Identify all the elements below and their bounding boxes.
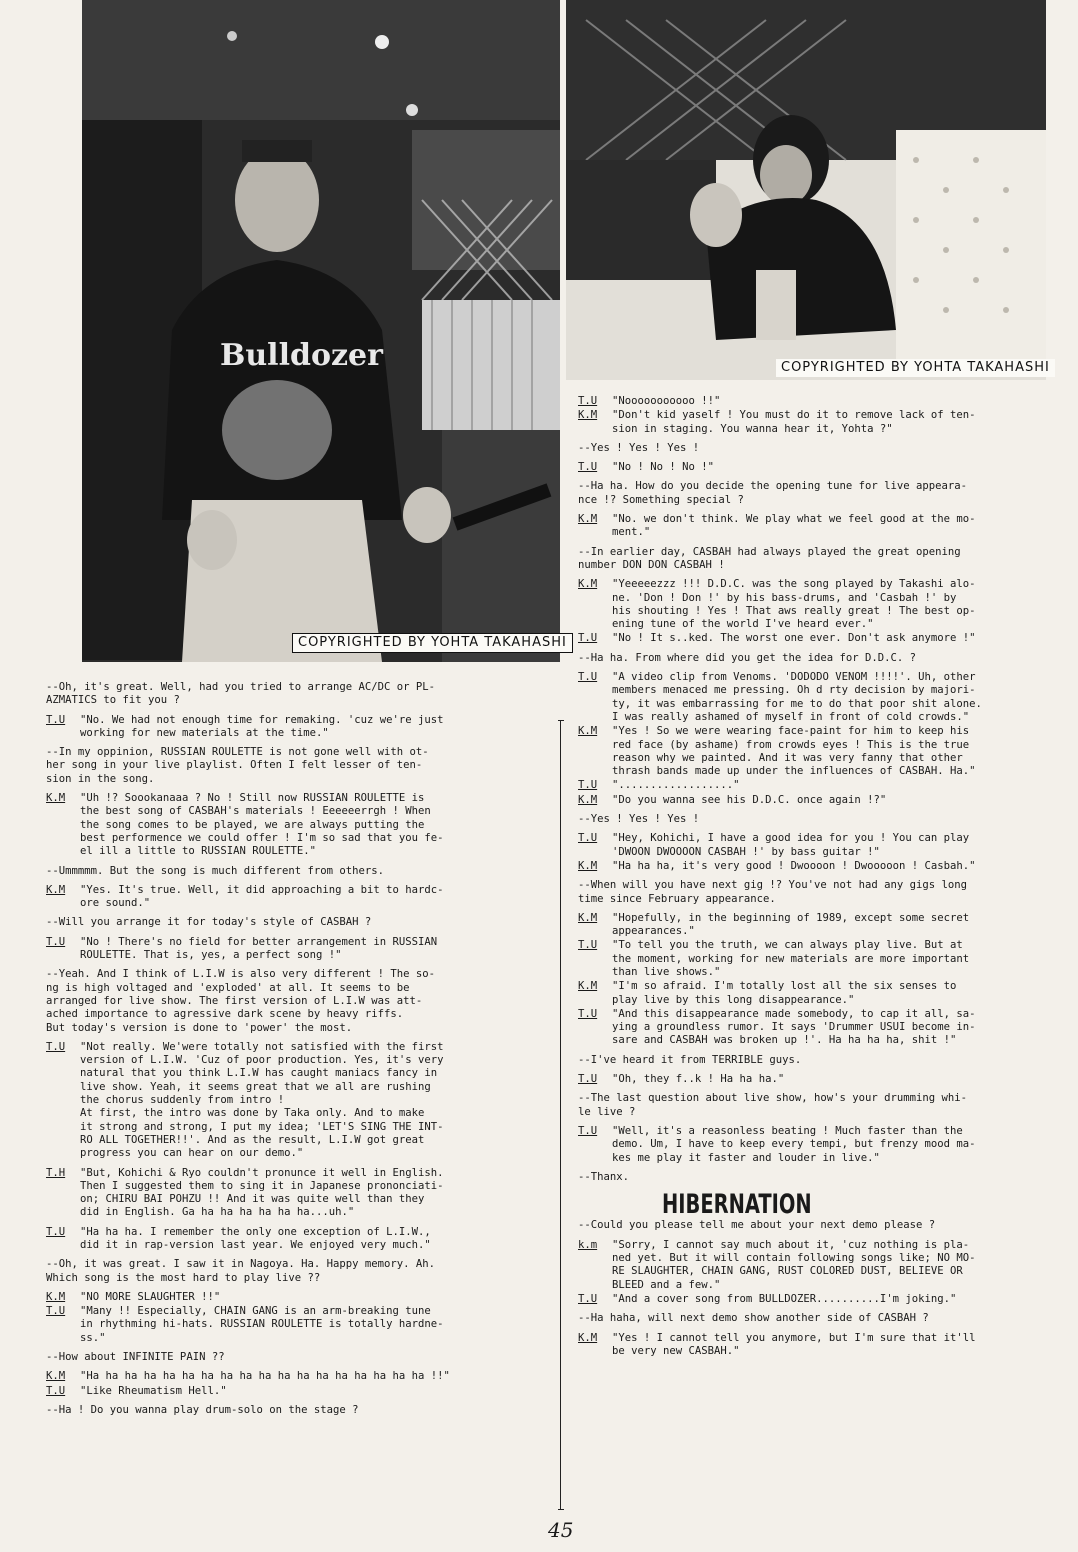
speaker-initials: K.M — [46, 792, 66, 805]
answer-text: "Hopefully, in the beginning of 1989, except some secret appearances." — [612, 911, 970, 938]
speaker-initials: T.H — [46, 1166, 66, 1179]
page-number: 45 — [548, 1518, 574, 1542]
answer-text: "A video clip from Venoms. 'DODODO VENOM !!!!'. Uh, other members menaced me pressing. Oh d rty decision by majori- ty, it was embarrassing for me to do that poor shit alone. I was really ashamed of myself in front of cold crowds." — [612, 671, 982, 723]
speaker-answer — [46, 1167, 548, 1220]
speaker-initials: K.M — [578, 911, 598, 924]
answer-text: "Like Rheumatism Hell." — [80, 1384, 227, 1397]
speaker-initials: K.M — [578, 409, 598, 422]
speaker-initials: K.M — [578, 980, 598, 993]
speaker-initials: T.U — [46, 1384, 66, 1397]
section-heading: HIBERNATION — [662, 1189, 812, 1221]
speaker-answer — [578, 671, 1058, 724]
speaker-initials: k.m — [578, 1238, 598, 1251]
answer-text: "Yes ! I cannot tell you anymore, but I'm sure that it'll be very new CASBAH." — [612, 1331, 976, 1357]
answer-text: "Yes ! So we were wearing face-paint for him to keep his red face (by ashame) from crowds eyes ! This is the true reason why we painted. And it was very fanny that other thrash bands made up under the influences of CASBAH. Ha." — [612, 725, 976, 778]
speaker-initials: T.U — [46, 935, 66, 948]
speaker-answer — [46, 936, 548, 963]
right-column-interview — [578, 395, 1058, 1184]
interviewer-question: --Will you arrange it for today's style of CASBAH ? — [46, 916, 372, 929]
photo-right — [566, 0, 1046, 380]
speaker-answer — [578, 578, 1058, 631]
interviewer-question: --In earlier day, CASBAH had always played the great opening number DON DON CASBAH ! — [578, 545, 961, 571]
speaker-answer — [578, 794, 1058, 807]
speaker-initials: K.M — [578, 859, 598, 872]
speaker-answer — [578, 409, 1058, 436]
left-column — [46, 681, 548, 1423]
interviewer-question: --I've heard it from TERRIBLE guys. — [578, 1053, 802, 1066]
speaker-initials: K.M — [578, 725, 598, 738]
speaker-answer — [46, 714, 548, 741]
answer-text: "Sorry, I cannot say much about it, 'cuz nothing is pla- ned yet. But it will contain following songs like; NO MO- RE SLAUGHTER, CHAIN GANG, RUST COLORED DUST, BELIEVE OR BLEED and a few." — [612, 1238, 976, 1291]
answer-text: "Ha ha ha ha ha ha ha ha ha ha ha ha ha ha ha ha ha ha !!" — [80, 1370, 450, 1383]
interviewer-question: --Thanx. — [578, 1170, 630, 1183]
answer-text: "And a cover song from BULLDOZER..........I'm joking." — [612, 1292, 957, 1305]
interviewer-question: --In my oppinion, RUSSIAN ROULETTE is not gone well with ot- her song in your live playlist. Often I felt lesser of ten- sion in the song. — [46, 746, 429, 785]
speaker-answer — [578, 939, 1058, 979]
column-divider — [560, 720, 571, 1510]
speaker-initials: K.M — [578, 578, 598, 591]
speaker-initials: T.U — [578, 1007, 598, 1020]
answer-text: "Not really. We'were totally not satisfied with the first version of L.I.W. 'Cuz of poor production. Yes, it's very natural that you think L.I.W has caught maniacs fancy in live show. Yeah, it seems great that we all are rushing the chorus suddenly from intro ! At first, the intro was done by Taka only. And to make it strong and strong, I put my idea; 'LET'S SING THE INT- RO ALL TOGETHER!!'. And as the result, L.I.W got great progress you can hear on our demo." — [80, 1040, 444, 1160]
answer-text: "Nooooooooooo !!" — [612, 395, 721, 407]
answer-text: ".................." — [612, 779, 740, 792]
speaker-initials: K.M — [578, 1331, 598, 1344]
speaker-answer — [46, 1226, 548, 1253]
interviewer-question: --Ha haha, will next demo show another side of CASBAH ? — [578, 1312, 929, 1325]
answer-text: "And this disappearance made somebody, to cap it all, sa- ying a groundless rumor. It says 'Drummer USUI become in- sare and CASBAH was broken up !'. Ha ha ha ha, shit !" — [612, 1007, 976, 1047]
speaker-initials: T.U — [578, 1124, 598, 1137]
speaker-initials: T.U — [578, 832, 598, 845]
answer-text: "Ha ha ha, it's very good ! Dwoooon ! Dwooooon ! Casbah." — [612, 859, 976, 872]
answer-text: "Hey, Kohichi, I have a good idea for you ! You can play 'DWOON DWOOOON CASBAH !' by bass guitar !" — [612, 832, 970, 858]
speaker-initials: T.U — [578, 671, 598, 684]
speaker-answer — [46, 1370, 548, 1383]
answer-text: "Yeeeeezzz !!! D.D.C. was the song played by Takashi alo- ne. 'Don ! Don !' by his bass-drums, and 'Casbah !' by his shouting ! Yes ! That aws really great ! The best op- ening tune of the world I've heard ever." — [612, 578, 976, 631]
speaker-answer — [578, 1332, 1058, 1359]
speaker-answer — [46, 1041, 548, 1161]
speaker-initials: K.M — [46, 883, 66, 896]
answer-text: "Don't kid yaself ! You must do it to remove lack of ten- sion in staging. You wanna hear it, Yohta ?" — [612, 409, 976, 435]
answer-text: "Oh, they f..k ! Ha ha ha." — [612, 1073, 785, 1086]
speaker-initials: T.U — [578, 632, 598, 645]
speaker-initials: T.U — [46, 713, 66, 726]
interviewer-question: --Ummmmm. But the song is much different from others. — [46, 864, 385, 877]
speaker-initials: T.U — [46, 1040, 66, 1053]
photo-credit-right: COPYRIGHTED BY YOHTA TAKAHASHI — [776, 359, 1055, 377]
shirt-logo: Bulldozer — [220, 338, 383, 373]
interviewer-question: --When will you have next gig !? You've not had any gigs long time since February appearance. — [578, 879, 968, 905]
answer-text: "Many !! Especially, CHAIN GANG is an arm-breaking tune in rhythming hi-hats. RUSSIAN ROULETTE is totally hardne- ss." — [80, 1305, 444, 1344]
speaker-answer — [578, 395, 1058, 408]
photo-credit-left: COPYRIGHTED BY YOHTA TAKAHASHI — [292, 633, 573, 653]
interviewer-question: --How about INFINITE PAIN ?? — [46, 1351, 225, 1364]
speaker-initials: T.U — [578, 1292, 598, 1305]
answer-text: "No ! It s..ked. The worst one ever. Don't ask anymore !" — [612, 632, 976, 645]
speaker-answer — [578, 980, 1058, 1007]
answer-text: "Well, it's a reasonless beating ! Much faster than the demo. Um, I have to keep every tempi, but frenzy mood ma- kes me play it faster and louder in live." — [612, 1124, 976, 1164]
speaker-answer — [578, 912, 1058, 939]
speaker-answer — [578, 725, 1058, 778]
answer-text: "NO MORE SLAUGHTER !!" — [80, 1290, 221, 1303]
speaker-answer — [578, 632, 1058, 645]
interviewer-question: --Ha ha. From where did you get the idea for D.D.C. ? — [578, 651, 917, 664]
photo-left-image — [82, 0, 560, 662]
answer-text: "To tell you the truth, we can always play live. But at the moment, working for new materials are more important than live shows." — [612, 939, 970, 978]
speaker-answer — [578, 461, 1058, 474]
speaker-initials: K.M — [46, 1290, 66, 1303]
answer-text: "Do you wanna see his D.D.C. once again !?" — [612, 793, 887, 806]
right-column — [578, 395, 1058, 1364]
answer-text: "No ! There's no field for better arrangement in RUSSIAN ROULETTE. That is, yes, a perfect song !" — [80, 935, 438, 962]
right-column-hibernation — [578, 1219, 1058, 1358]
speaker-answer — [578, 1008, 1058, 1048]
interviewer-question: --Yes ! Yes ! Yes ! — [578, 441, 700, 454]
speaker-answer — [578, 1293, 1058, 1306]
interviewer-question: --Oh, it's great. Well, had you tried to arrange AC/DC or PL- AZMATICS to fit you ? — [46, 681, 436, 707]
speaker-initials: T.U — [578, 395, 598, 407]
speaker-answer — [46, 1291, 548, 1304]
answer-text: "Yes. It's true. Well, it did approaching a bit to hardc- ore sound." — [80, 883, 444, 910]
interviewer-question: --Yes ! Yes ! Yes ! — [578, 813, 700, 826]
interviewer-question: --The last question about live show, how's your drumming whi- le live ? — [578, 1092, 968, 1118]
photo-right-image — [566, 0, 1046, 380]
photo-left — [82, 0, 560, 662]
speaker-initials: T.U — [578, 779, 598, 792]
speaker-initials: K.M — [578, 513, 598, 526]
answer-text: "I'm so afraid. I'm totally lost all the six senses to play live by this long disappearance." — [612, 980, 957, 1006]
answer-text: "No ! No ! No !" — [612, 461, 715, 474]
speaker-initials: T.U — [46, 1225, 66, 1238]
speaker-answer — [578, 832, 1058, 859]
speaker-initials: T.U — [578, 1073, 598, 1086]
answer-text: "No. We had not enough time for remaking. 'cuz we're just working for new materials at the time." — [80, 713, 444, 739]
answer-text: "Uh !? Soookanaaa ? No ! Still now RUSSIAN ROULETTE is the best song of CASBAH's materials ! Eeeeeerrgh ! When the song comes to be played, we are always putting the best performence we could offer ! I'm so sad that you fe- el ill a little to RUSSIAN ROULETTE." — [80, 792, 444, 858]
speaker-answer — [46, 884, 548, 911]
speaker-initials: T.U — [46, 1305, 66, 1318]
interviewer-question: --Ha ha. How do you decide the opening tune for live appeara- nce !? Something special ? — [578, 480, 968, 506]
interviewer-question: --Could you please tell me about your next demo please ? — [578, 1219, 936, 1232]
speaker-answer — [46, 1385, 548, 1398]
answer-text: "Ha ha ha. I remember the only one exception of L.I.W., did it in rap-version last year. We enjoyed very much." — [80, 1225, 431, 1251]
speaker-initials: K.M — [46, 1370, 66, 1383]
interviewer-question: --Yeah. And I think of L.I.W is also very different ! The so- ng is high voltaged and 'exploded' at all. It seems to be arranged for live show. The first version of L.I.W was att- ached importance to agressive dark scene by heavy riffs. But today's version is done to 'power' the most. — [46, 968, 436, 1034]
speaker-answer — [46, 1305, 548, 1345]
speaker-answer — [578, 513, 1058, 540]
answer-text: "No. we don't think. We play what we feel good at the mo- ment." — [612, 513, 976, 539]
answer-text: "But, Kohichi & Ryo couldn't pronunce it well in English. Then I suggested them to sing it in Japanese prononciati- on; CHIRU BAI POHZU !! And it was quite well than they did in English. Ga ha ha ha ha ha ha...uh." — [80, 1166, 444, 1219]
speaker-answer — [578, 779, 1058, 792]
speaker-answer — [578, 1125, 1058, 1165]
speaker-initials: T.U — [578, 939, 598, 952]
speaker-answer — [46, 792, 548, 858]
interviewer-question: --Oh, it was great. I saw it in Nagoya. Ha. Happy memory. Ah. Which song is the most hard to play live ?? — [46, 1258, 436, 1284]
speaker-initials: T.U — [578, 461, 598, 474]
speaker-answer — [578, 1239, 1058, 1292]
speaker-answer — [578, 860, 1058, 873]
speaker-initials: K.M — [578, 793, 598, 806]
speaker-answer — [578, 1073, 1058, 1086]
interviewer-question: --Ha ! Do you wanna play drum-solo on the stage ? — [46, 1403, 359, 1416]
